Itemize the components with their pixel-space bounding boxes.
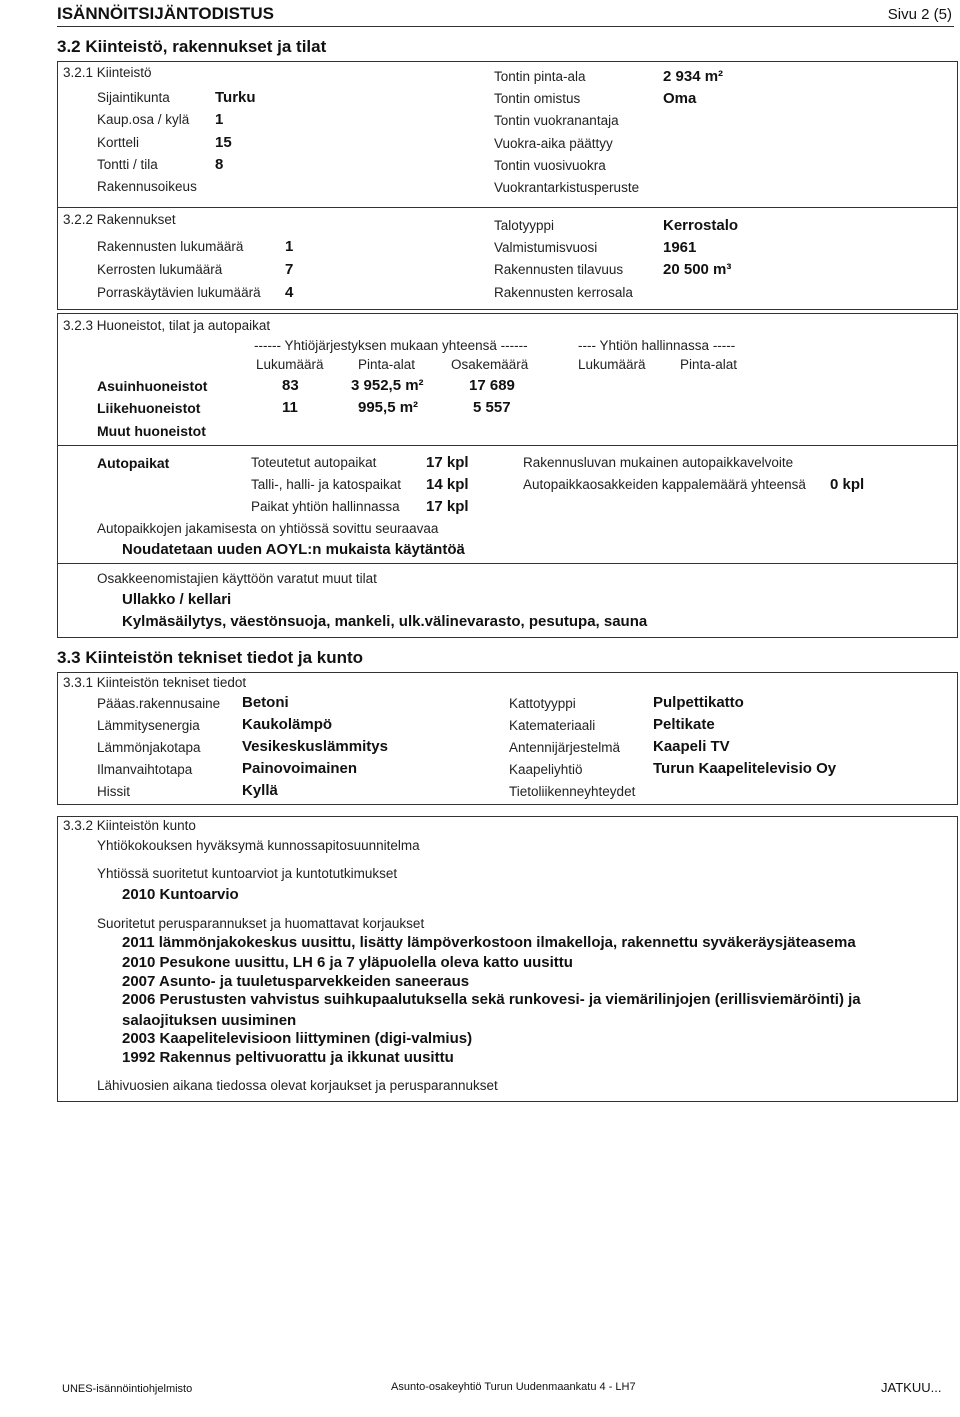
label-roof-material: Katemateriaali	[509, 718, 596, 733]
row-label-residential: Asuinhuoneistot	[97, 378, 208, 394]
value-parking-shares: 0 kpl	[830, 476, 865, 493]
footer-software: UNES-isännöintiohjelmisto	[62, 1383, 193, 1395]
label-data-connections: Tietoliikenneyhteydet	[509, 784, 636, 799]
value-elevators: Kyllä	[242, 782, 278, 799]
footer-company: Asunto-osakeyhtiö Turun Uudenmaankatu 4 - LH7	[391, 1381, 636, 1393]
label-upcoming-repairs: Lähivuosien aikana tiedossa olevat korjaukset ja perusparannukset	[97, 1078, 498, 1093]
value-other-spaces-1: Ullakko / kellari	[122, 591, 232, 608]
label-heating-energy: Lämmitysenergia	[97, 718, 200, 733]
label-elevators: Hissit	[97, 784, 130, 799]
label-repairs: Suoritetut perusparannukset ja huomattavat korjaukset	[97, 916, 425, 931]
label-district: Kaup.osa / kylä	[97, 112, 190, 127]
label-parking-company: Paikat yhtiön hallinnassa	[251, 499, 400, 514]
value-material: Betoni	[242, 694, 289, 711]
property-subtitle: 3.2.1 Kiinteistö	[63, 65, 152, 80]
value-cable-company: Turun Kaapelitelevisio Oy	[653, 760, 837, 777]
value-plot-area: 2 934 m²	[663, 68, 724, 85]
technical-box	[57, 672, 958, 805]
residential-count: 83	[282, 377, 299, 394]
value-district: 1	[215, 111, 224, 128]
value-municipality: Turku	[215, 89, 256, 106]
label-building-right: Rakennusoikeus	[97, 179, 197, 194]
value-ventilation: Painovoimainen	[242, 760, 358, 777]
repair-item: 1992 Rakennus peltivuorattu ja ikkunat uusittu	[122, 1049, 454, 1066]
label-parking-allocation: Autopaikkojen jakamisesta on yhtiössä sovittu seuraavaa	[97, 521, 439, 536]
technical-subtitle: 3.3.1 Kiinteistön tekniset tiedot	[63, 675, 247, 690]
col-company-area: Pinta-alat	[680, 357, 738, 372]
repair-item: 2007 Asunto- ja tuuletusparvekkeiden saneeraus	[122, 973, 470, 990]
label-heat-distribution: Lämmönjakotapa	[97, 740, 201, 755]
page-number: Sivu 2 (5)	[887, 6, 952, 23]
label-maintenance-plan: Yhtiökokouksen hyväksymä kunnossapitosuunnitelma	[97, 838, 420, 853]
label-block: Kortteli	[97, 135, 140, 150]
col-count: Lukumäärä	[256, 357, 324, 372]
value-plot-ownership: Oma	[663, 90, 697, 107]
commercial-area: 995,5 m²	[358, 399, 419, 416]
document-title: ISÄNNÖITSIJÄNTODISTUS	[57, 4, 274, 23]
residential-shares: 17 689	[469, 377, 515, 394]
commercial-count: 11	[282, 399, 298, 416]
label-lease-end: Vuokra-aika päättyy	[494, 136, 613, 151]
value-parking-covered: 14 kpl	[426, 476, 469, 493]
label-parking-built: Toteutetut autopaikat	[251, 455, 377, 470]
value-parking-built: 17 kpl	[426, 454, 469, 471]
row-label-commercial: Liikehuoneistot	[97, 400, 201, 416]
value-roof-type: Pulpettikatto	[653, 694, 744, 711]
value-other-spaces-2: Kylmäsäilytys, väestönsuoja, mankeli, ulk.välinevarasto, pesutupa, sauna	[122, 613, 648, 630]
value-heating-energy: Kaukolämpö	[242, 716, 333, 733]
repair-item: 2006 Perustusten vahvistus suihkupaalutuksella sekä runkovesi- ja viemärilinjojen (erillisviemäröinti) ja	[122, 991, 861, 1008]
value-stairwell-count: 4	[285, 284, 294, 301]
row-label-other: Muut huoneistot	[97, 423, 206, 439]
label-house-type: Talotyyppi	[494, 218, 555, 233]
value-parking-allocation: Noudatetaan uuden AOYL:n mukaista käytäntöä	[122, 541, 465, 558]
value-block: 15	[215, 134, 232, 151]
label-stairwell-count: Porraskäytävien lukumäärä	[97, 285, 261, 300]
repair-item: 2010 Pesukone uusittu, LH 6 ja 7 yläpuolella oleva katto uusittu	[122, 954, 573, 971]
value-parking-company: 17 kpl	[426, 498, 469, 515]
label-building-count: Rakennusten lukumäärä	[97, 239, 244, 254]
value-house-type: Kerrostalo	[663, 217, 739, 234]
label-parking-obligation: Rakennusluvan mukainen autopaikkavelvoite	[523, 455, 794, 470]
label-plot-area: Tontin pinta-ala	[494, 69, 586, 84]
value-heat-distribution: Vesikeskuslämmitys	[242, 738, 388, 755]
repair-item: 2011 lämmönjakokeskus uusittu, lisätty lämpöverkostoon ilmakelloja, rakennettu syväkeräysjäteasema	[122, 934, 856, 951]
label-cable-company: Kaapeliyhtiö	[509, 762, 583, 777]
parking-divider	[57, 445, 958, 446]
footer-continues: JATKUU...	[881, 1380, 942, 1395]
label-annual-rent: Tontin vuosivuokra	[494, 158, 606, 173]
label-floor-area: Rakennusten kerrosala	[494, 285, 633, 300]
label-municipality: Sijaintikunta	[97, 90, 170, 105]
repair-item: salaojituksen uusiminen	[122, 1012, 297, 1029]
label-plot: Tontti / tila	[97, 157, 158, 172]
buildings-subtitle: 3.2.2 Rakennukset	[63, 212, 176, 227]
other-spaces-divider	[57, 563, 958, 564]
label-floor-count: Kerrosten lukumäärä	[97, 262, 223, 277]
col-shares: Osakemäärä	[451, 357, 529, 372]
label-plot-ownership: Tontin omistus	[494, 91, 581, 106]
residential-area: 3 952,5 m²	[351, 377, 424, 394]
col-area: Pinta-alat	[358, 357, 416, 372]
value-building-volume: 20 500 m³	[663, 261, 732, 278]
value-antenna: Kaapeli TV	[653, 738, 730, 755]
condition-subtitle: 3.3.2 Kiinteistön kunto	[63, 818, 196, 833]
header-rule	[57, 26, 954, 27]
label-roof-type: Kattotyyppi	[509, 696, 576, 711]
label-completion-year: Valmistumisvuosi	[494, 240, 598, 255]
label-ventilation: Ilmanvaihtotapa	[97, 762, 193, 777]
label-parking-shares: Autopaikkaosakkeiden kappalemäärä yhteensä	[523, 477, 806, 492]
repair-item: 2003 Kaapelitelevisioon liittyminen (digi-valmius)	[122, 1030, 473, 1047]
label-antenna: Antennijärjestelmä	[509, 740, 621, 755]
label-surveys: Yhtiössä suoritetut kuntoarviot ja kuntotutkimukset	[97, 866, 398, 881]
group-header-articles: ------ Yhtiöjärjestyksen mukaan yhteensä ------	[254, 338, 528, 353]
label-material: Pääas.rakennusaine	[97, 696, 221, 711]
label-parking-covered: Talli-, halli- ja katospaikat	[251, 477, 402, 492]
value-plot: 8	[215, 156, 224, 173]
label-other-spaces: Osakkeenomistajien käyttöön varatut muut tilat	[97, 571, 377, 586]
section-3-2-title: 3.2 Kiinteistö, rakennukset ja tilat	[57, 37, 327, 56]
group-header-company: ---- Yhtiön hallinnassa -----	[578, 338, 736, 353]
value-completion-year: 1961	[663, 239, 697, 256]
parking-title: Autopaikat	[97, 455, 170, 471]
apartments-subtitle: 3.2.3 Huoneistot, tilat ja autopaikat	[63, 318, 271, 333]
col-company-count: Lukumäärä	[578, 357, 646, 372]
value-floor-count: 7	[285, 261, 294, 278]
value-surveys: 2010 Kuntoarvio	[122, 886, 239, 903]
label-rent-review: Vuokrantarkistusperuste	[494, 180, 640, 195]
label-lessor: Tontin vuokranantaja	[494, 113, 619, 128]
section-3-3-title: 3.3 Kiinteistön tekniset tiedot ja kunto	[57, 648, 364, 667]
value-building-count: 1	[285, 238, 294, 255]
commercial-shares: 5 557	[473, 399, 511, 416]
label-building-volume: Rakennusten tilavuus	[494, 262, 624, 277]
value-roof-material: Peltikate	[653, 716, 715, 733]
